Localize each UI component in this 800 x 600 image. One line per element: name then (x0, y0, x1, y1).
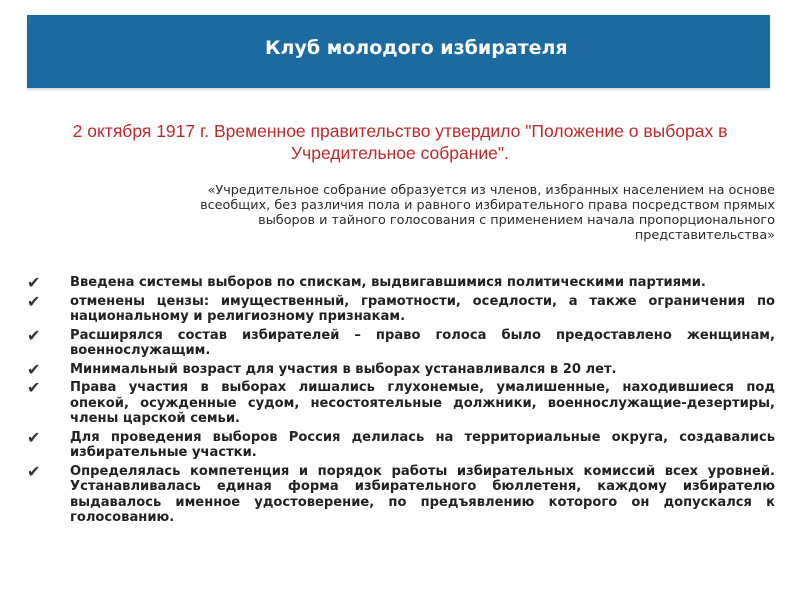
checkmark-icon: ✔ (27, 273, 41, 292)
quote-text: «Учредительное собрание образуется из членов, избранных населением на основе всеобщих, без различия пола и равного избирательного права посредством прямых выборов и тайного голосования с применением начала пропорционального представительства» (200, 183, 775, 243)
bullet-text: Минимальный возраст для участия в выборах устанавливался в 20 лет. (70, 361, 617, 377)
intro-text: 2 октября 1917 г. Временное правительство утвердило "Положение о выборах в Учредительное собрание". (72, 121, 728, 163)
bullet-list (25, 275, 775, 529)
bullet-text: отменены цензы: имущественный, грамотности, оседлости, а также ограничения по национальному и религиозному признакам. (70, 293, 775, 324)
bullet-text: Определялась компетенция и порядок работы избирательных комиссий всех уровней. Устанавливалась единая форма избирательного бюллетеня, каждому избирателю выдавалось именное удостоверение, по предъявлению которого он допускался к голосованию. (70, 463, 775, 525)
bullet-text: Права участия в выборах лишались глухонемые, умалишенные, находившиеся под опекой, осужденные судом, несостоятельные должники, военнослужащие-дезертиры, члены царской семьи. (70, 380, 775, 426)
list-item (25, 291, 775, 325)
bullet-text: Введена системы выборов по спискам, выдвигавшимися политическими партиями. (70, 275, 706, 290)
list-item (25, 380, 775, 427)
list-item (25, 359, 775, 379)
checkmark-icon: ✔ (27, 291, 41, 311)
bullet-text: Для проведения выборов Россия делилась на территориальные округа, создавались избирательные участки. (70, 429, 775, 460)
checkmark-icon: ✔ (27, 427, 41, 447)
checkmark-icon: ✔ (27, 378, 41, 397)
bullet-text: Расширялся состав избирателей – право голоса было предоставлено женщинам, военнослужащим. (70, 327, 775, 358)
list-item (25, 325, 775, 359)
list-item (25, 275, 775, 291)
list-item (25, 461, 775, 526)
checkmark-icon: ✔ (27, 359, 41, 379)
list-item (25, 427, 775, 461)
checkmark-icon: ✔ (27, 461, 41, 481)
checkmark-icon: ✔ (27, 325, 41, 345)
slide-title: Клуб молодого избирателя (265, 37, 568, 59)
